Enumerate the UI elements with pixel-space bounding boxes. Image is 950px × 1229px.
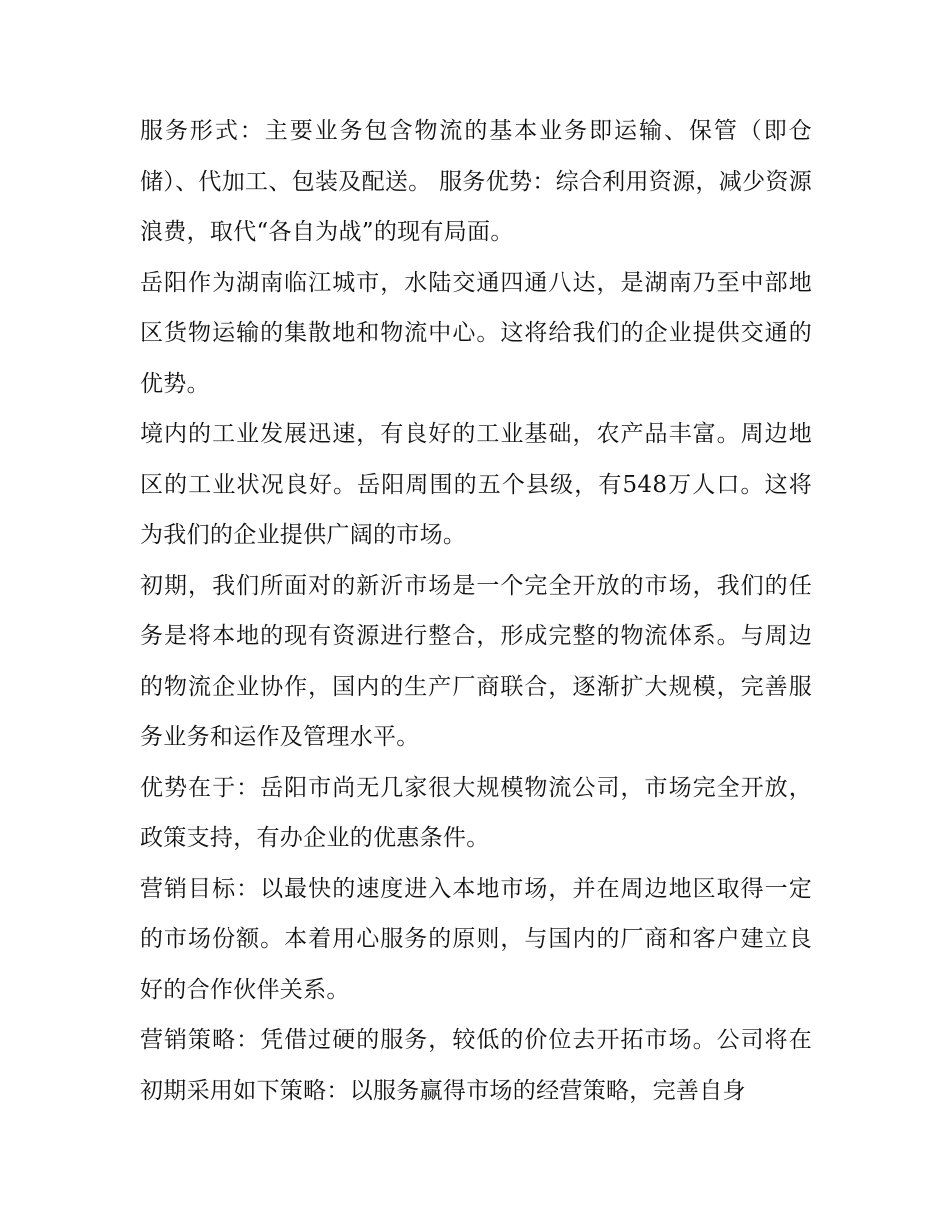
document-body [140, 106, 812, 1116]
paragraph-transport-advantage: 岳阳作为湖南临江城市，水陆交通四通八达，是湖南乃至中部地区货物运输的集散地和物流中心。这将给我们的企业提供交通的优势。 [140, 269, 812, 397]
paragraph-service-form: 服务形式：主要业务包含物流的基本业务即运输、保管（即仓储）、代加工、包装及配送。 服务优势：综合利用资源，减少资源浪费，取代“各自为战”的现有局面。 [140, 118, 812, 245]
paragraph-industry-market: 境内的工业发展迅速，有良好的工业基础，农产品丰富。周边地区的工业状况良好。岳阳周围的五个县级，有548万人口。这将为我们的企业提供广阔的市场。 [140, 421, 812, 548]
paragraph-marketing-goal: 营销目标：以最快的速度进入本地市场，并在周边地区取得一定的市场份额。本着用心服务的原则，与国内的厂商和客户建立良好的合作伙伴关系。 [140, 875, 812, 1003]
paragraph-initial-stage: 初期，我们所面对的新沂市场是一个完全开放的市场，我们的任务是将本地的现有资源进行整合，形成完整的物流体系。与周边的物流企业协作，国内的生产厂商联合，逐渐扩大规模，完善服务业务和运作及管理水平。 [140, 572, 812, 750]
paragraph-marketing-strategy: 营销策略：凭借过硬的服务，较低的价位去开拓市场。公司将在初期采用如下策略：以服务赢得市场的经营策略，完善自身 [140, 1027, 812, 1104]
paragraph-advantages: 优势在于：岳阳市尚无几家很大规模物流公司，市场完全开放，政策支持，有办企业的优惠条件。 [140, 774, 812, 851]
